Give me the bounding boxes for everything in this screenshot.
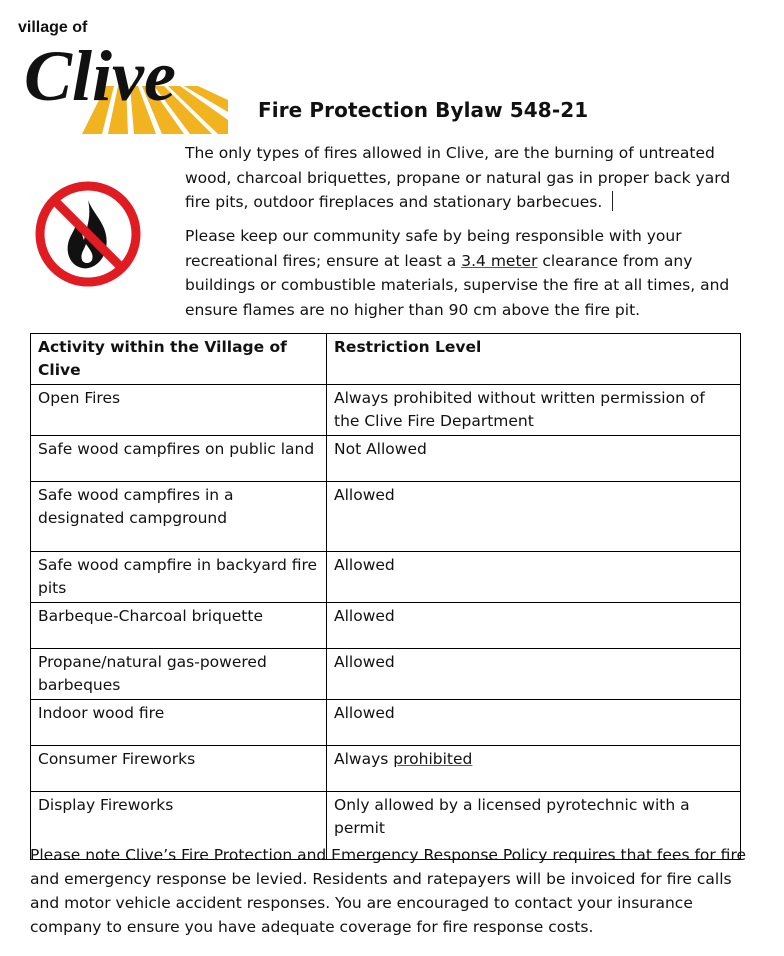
page-title: Fire Protection Bylaw 548-21 xyxy=(258,98,589,122)
intro-paragraph: The only types of fires allowed in Clive, are the burning of untreated wood, charcoal briquettes, propane or natural gas in proper back yard fire pits, outdoor fireplaces and stationary barbecues. xyxy=(185,144,731,211)
restriction-cell: Only allowed by a licensed pyrotechnic with a permit xyxy=(327,792,741,860)
activity-cell: Open Fires xyxy=(31,385,327,436)
clearance-distance: 3.4 meter xyxy=(461,251,538,270)
svg-text:village of: village of xyxy=(18,19,88,36)
activity-cell: Consumer Fireworks xyxy=(31,746,327,792)
restriction-cell: Not Allowed xyxy=(327,436,741,482)
restriction-cell: Allowed xyxy=(327,482,741,552)
no-fire-icon xyxy=(32,178,144,296)
clive-logo-icon xyxy=(14,12,246,136)
table-row xyxy=(31,746,741,792)
activity-cell: Propane/natural gas-powered barbeques xyxy=(31,649,327,700)
restriction-cell: Allowed xyxy=(327,700,741,746)
restriction-cell: Allowed xyxy=(327,552,741,603)
activity-cell: Indoor wood fire xyxy=(31,700,327,746)
activity-cell: Display Fireworks xyxy=(31,792,327,860)
footer-note: Please note Clive’s Fire Protection and Emergency Response Policy requires that fees for fire and emergency response be levied. Residents and ratepayers will be invoiced for fire calls and motor vehicle accident responses. You are encouraged to contact your insurance company to ensure you have adequate coverage for fire response costs. xyxy=(30,846,747,936)
activity-cell: Safe wood campfire in backyard fire pits xyxy=(31,552,327,603)
table-row xyxy=(31,385,741,436)
column-header-activity: Activity within the Village of Clive xyxy=(31,334,327,385)
table-row xyxy=(31,649,741,700)
restrictions-table xyxy=(30,333,741,860)
restriction-cell: Allowed xyxy=(327,603,741,649)
activity-cell: Safe wood campfires in a designated campground xyxy=(31,482,327,552)
table-row xyxy=(31,700,741,746)
table-row xyxy=(31,552,741,603)
table-row xyxy=(31,482,741,552)
safety-paragraph: Please keep our community safe by being responsible with your recreational fires; ensure at least a 3.4 meter clearance from any buildings or combustible materials, supervise the fire at all times, and ensure flames are no higher than 90 cm above the fire pit. xyxy=(185,227,730,319)
table-row xyxy=(31,436,741,482)
restriction-cell: Always prohibited without written permission of the Clive Fire Department xyxy=(327,385,741,436)
text-cursor xyxy=(612,191,613,211)
activity-cell: Safe wood campfires on public land xyxy=(31,436,327,482)
svg-text:Clive: Clive xyxy=(24,36,176,116)
column-header-restriction: Restriction Level xyxy=(327,334,741,385)
restriction-cell: Always prohibited xyxy=(327,746,741,792)
restriction-cell: Allowed xyxy=(327,649,741,700)
activity-cell: Barbeque-Charcoal briquette xyxy=(31,603,327,649)
table-row xyxy=(31,603,741,649)
prohibited-word: prohibited xyxy=(393,750,473,768)
table-header-row xyxy=(31,334,741,385)
